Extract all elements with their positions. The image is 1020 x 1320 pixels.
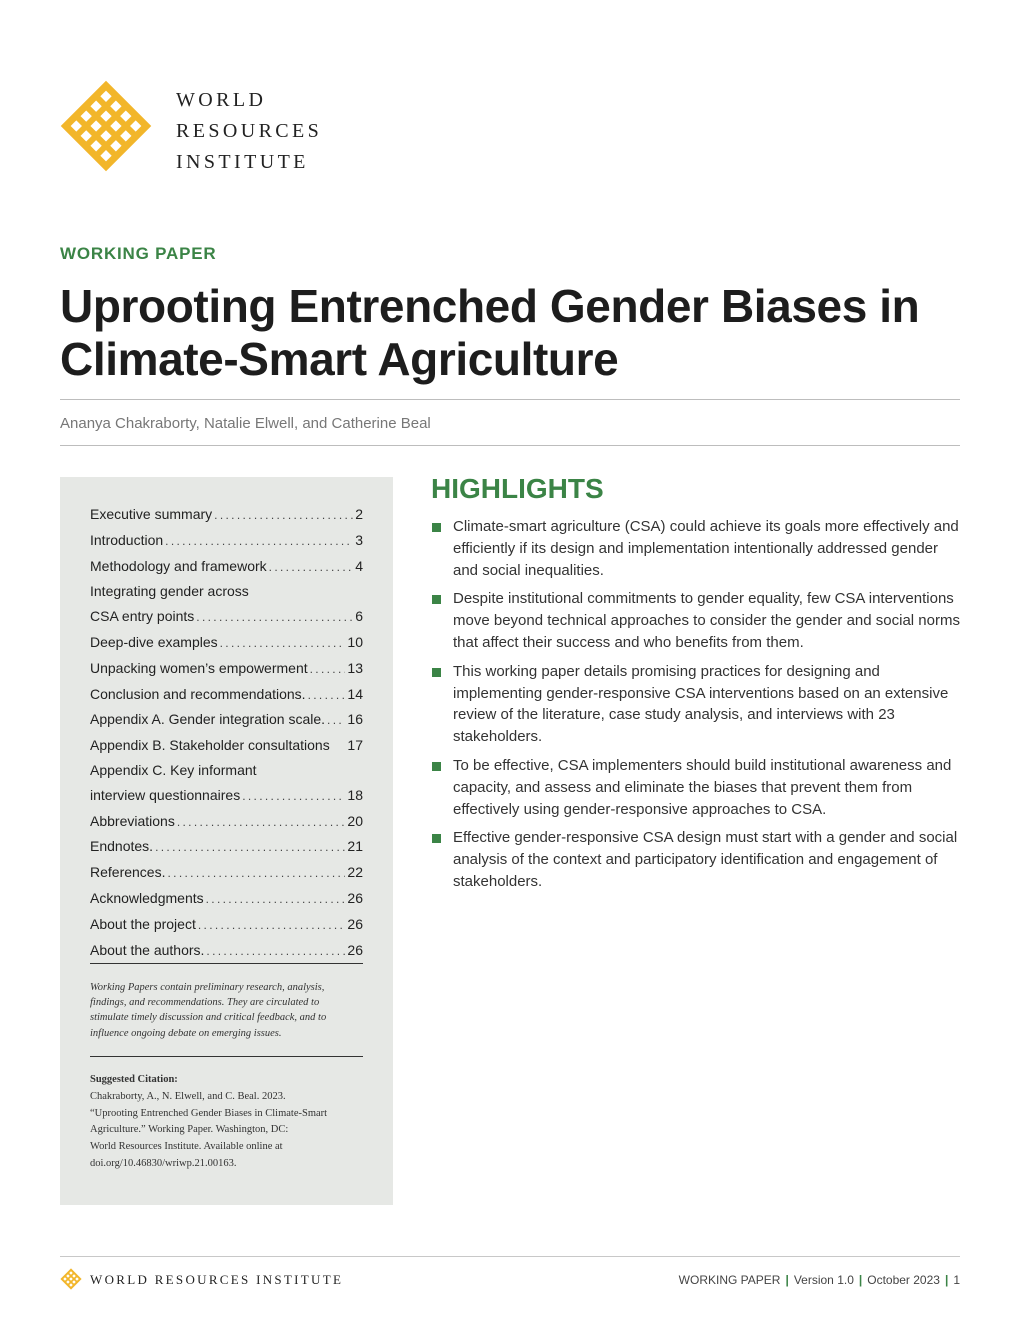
toc-entry-label: About the project [90,915,196,932]
highlight-item [431,755,961,820]
toc-entry[interactable] [90,733,363,758]
toc-entry-label: References. [90,864,166,881]
toc-page-number: 17 [347,737,363,754]
footer-version: Version 1.0 [793,1273,854,1287]
toc-entry[interactable] [90,604,363,630]
document-title [60,280,960,386]
toc-page-number: 20 [347,812,363,829]
toc-entry[interactable] [90,656,363,682]
suggested-citation [90,1072,363,1173]
square-bullet-icon [432,668,441,677]
toc-entry[interactable] [90,630,363,656]
footer-org-name: WORLD RESOURCES INSTITUTE [90,1272,344,1287]
footer-doc-type: WORKING PAPER [678,1273,781,1287]
citation-doi-link[interactable]: doi.org/10.46830/wriwp.21.00163. [90,1157,237,1169]
toc-entry-label: interview questionnaires [90,786,241,803]
toc-entry-label: Acknowledgments [90,889,204,906]
org-name-line: INSTITUTE [176,151,309,173]
org-name [176,85,322,178]
square-bullet-icon [432,762,441,771]
highlight-text: This working paper details promising practices for designing and implementing gender-responsive CSA interventions based on an extensive review of the literature, case study analysis, and interviews with 23 stakeholders. [453,662,949,746]
toc-entry-label: About the authors. [90,941,205,958]
toc-page-number: 22 [347,864,363,881]
citation-line: “Uprooting Entrenched Gender Biases in Climate-Smart [90,1107,328,1119]
toc-entry[interactable] [90,502,363,528]
footer-meta: WORKING PAPER | Version 1.0 | October 2023 | 1 [678,1273,960,1287]
highlight-text: Effective gender-responsive CSA design must start with a gender and social analysis of the context and participatory identification and engagement of stakeholders. [453,829,958,890]
toc-entry[interactable] [90,579,363,604]
org-name-line: WORLD [176,89,267,111]
citation-line: Agriculture.” Working Paper. Washington, DC: [90,1124,289,1136]
org-name-line: RESOURCES [176,120,323,142]
toc-page-number: 26 [347,889,363,906]
toc-page-number: 3 [355,531,363,548]
toc-entry[interactable] [90,528,363,554]
toc-page-number: 26 [347,915,363,932]
authors-line: Ananya Chakraborty, Natalie Elwell, and Catherine Beal [60,415,431,432]
square-bullet-icon [432,595,441,604]
citation-heading: Suggested Citation: [90,1074,178,1085]
citation-line: Chakraborty, A., N. Elwell, and C. Beal. 2023. [90,1090,286,1102]
highlight-item [431,588,961,653]
square-bullet-icon [432,523,441,532]
wri-logo-icon [60,80,152,172]
toc-page-number: 21 [347,838,363,855]
toc-page-number: 14 [347,685,363,702]
toc-entry-label: Introduction [90,531,164,548]
toc-entry[interactable] [90,809,363,835]
document-type-label: WORKING PAPER [60,244,217,263]
toc-entry-label: Unpacking women’s empowerment [90,659,308,676]
toc-entry-label: Appendix B. Stakeholder consultations [90,737,330,754]
highlight-item [431,661,961,748]
title-line: Uprooting Entrenched Gender Biases in [60,280,920,332]
highlights-list [431,516,961,900]
highlight-text: Despite institutional commitments to gender equality, few CSA interventions move beyond technical approaches to consider the gender and social norms that affect their success and who benefits from them. [453,590,960,651]
toc-entry[interactable] [90,707,363,733]
toc-entry[interactable] [90,554,363,580]
footer-page-number: 1 [953,1273,960,1287]
highlight-text: Climate-smart agriculture (CSA) could achieve its goals more effectively and efficiently if its design and implementation intentionally addressed gender and social inequalities. [453,518,959,579]
toc-entry-label: Conclusion and recommendations. [90,685,306,702]
toc-entry[interactable] [90,783,363,809]
toc-entry-label: Abbreviations [90,812,175,829]
toc-entry-label: Executive summary [90,506,213,522]
toc-entry[interactable] [90,860,363,886]
highlights-heading: HIGHLIGHTS [431,473,604,504]
square-bullet-icon [432,834,441,843]
toc-page-number: 2 [355,506,363,522]
footer-date: October 2023 [867,1273,940,1287]
toc-entry-label: Methodology and framework [90,557,267,574]
toc-page-number: 13 [347,659,363,676]
sidebar-divider [90,1056,363,1057]
wri-logo-small-icon [60,1268,82,1290]
toc-entry[interactable] [90,682,363,708]
footer-divider [60,1256,960,1257]
toc-entry[interactable] [90,938,363,964]
toc-entry-label: CSA entry points [90,608,195,625]
toc-entry[interactable] [90,912,363,938]
toc-page-number: 6 [355,608,363,625]
working-paper-note: Working Papers contain preliminary research, analysis, findings, and recommendations. They are circulated to stimulate timely discussion and critical feedback, and to influence ongoing debate on emerging issues. [90,982,327,1039]
toc-page-number: 10 [347,633,363,650]
toc-entry-label: Endnotes. [90,838,154,855]
highlight-item [431,827,961,892]
toc-page-number: 18 [347,786,363,803]
title-line: Climate-Smart Agriculture [60,333,619,385]
toc-entry-label: Deep-dive examples [90,633,218,650]
toc-entry-label: Integrating gender across [90,583,249,600]
toc-entry[interactable] [90,886,363,912]
highlight-item [431,516,961,581]
divider [60,399,960,400]
toc-entry-label: Appendix C. Key informant [90,761,257,778]
table-of-contents [90,502,363,963]
divider [60,445,960,446]
citation-line: World Resources Institute. Available online at [90,1141,283,1153]
sidebar-divider [90,963,363,964]
toc-page-number: 16 [347,711,363,728]
toc-entry[interactable] [90,834,363,860]
toc-page-number: 26 [347,941,363,958]
toc-entry-label: Appendix A. Gender integration scale. [90,711,326,728]
highlight-text: To be effective, CSA implementers should build institutional awareness and capacity, and assess and eliminate the biases that prevent them from effectively using gender-responsive approaches to CSA. [453,756,952,818]
toc-page-number: 4 [355,557,363,574]
toc-entry[interactable] [90,758,363,783]
contents-sidebar [60,477,393,1205]
